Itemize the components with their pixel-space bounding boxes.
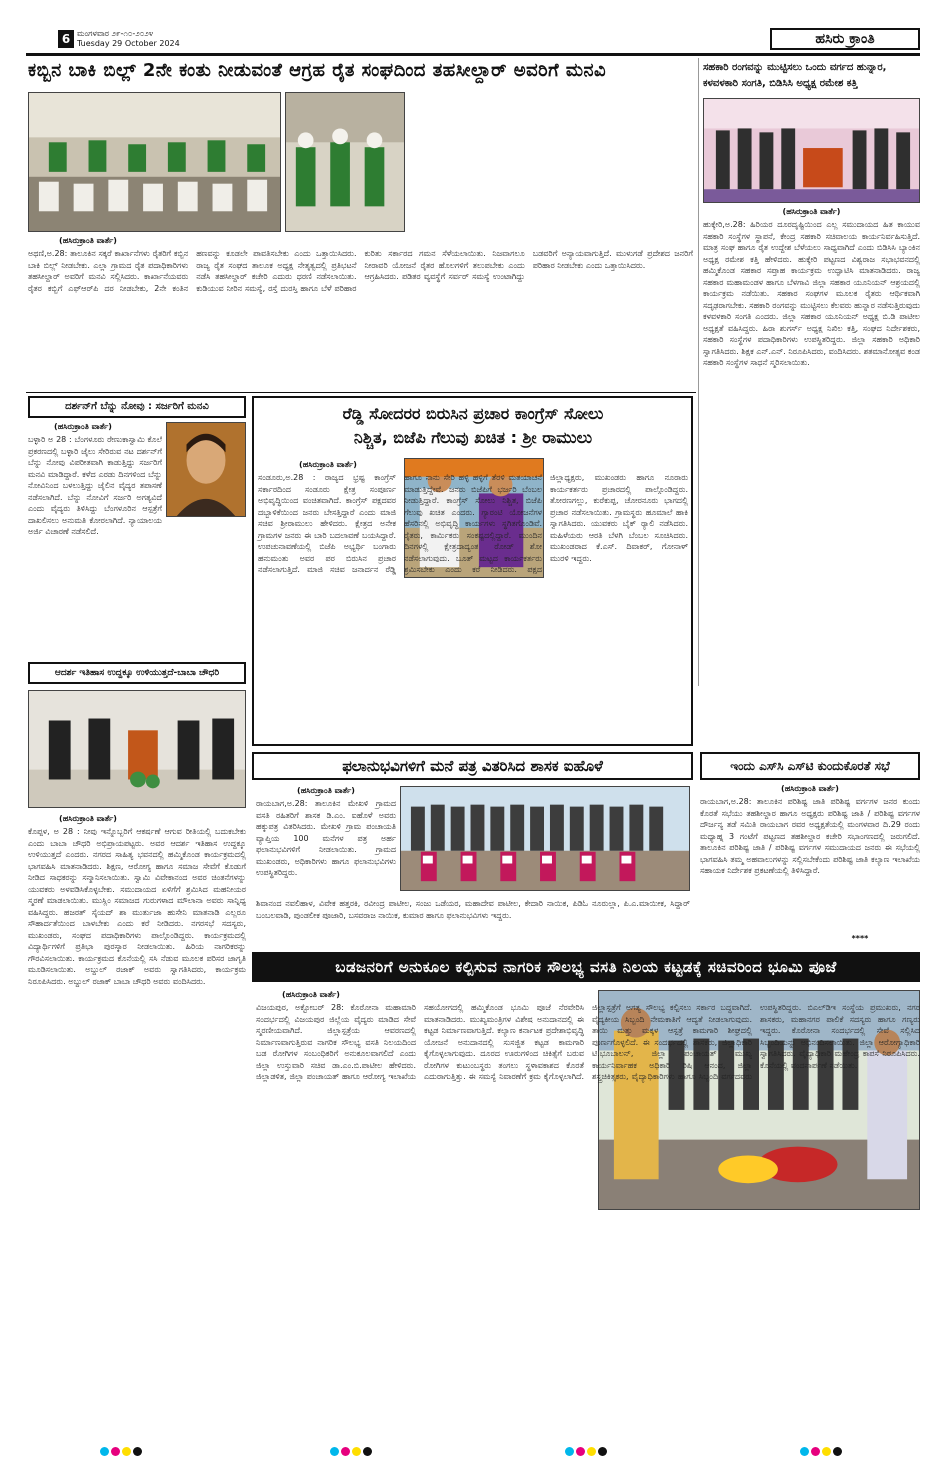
newspaper-brand: ಹಸಿರು ಕ್ರಾಂತಿ xyxy=(770,28,920,50)
cyan-dot xyxy=(565,1447,574,1456)
foundation-dateline: (ಹಸಿರುಕ್ರಾಂತಿ ವಾರ್ತೆ) xyxy=(282,990,340,999)
yellow-dot xyxy=(822,1447,831,1456)
foundation-body: ವಿಜಯಪುರ, ಅಕ್ಟೋಬರ್ 28: ಕೊರೋನಾ ಮಹಾಮಾರಿ ಸಂದರ್ಭದಲ್ಲಿ ವಿಜಯಪುರ ಜಿಲ್ಲೆಯ ವೈದ್ಯರು ಮಾಡಿದ ಸೇವೆ ಸ್ಮರಣೀಯವಾಗಿದೆ. ಜಿಲ್ಲಾಸ್ಪತ್ರೆಯ ಆವರಣದಲ್ಲಿ ನಿರ್ಮಾಣವಾಗುತ್ತಿರುವ ನಾಗರಿಕ ಸೌಲಭ್ಯ ವಸತಿ ನಿಲಯದಿಂದ ಬಡ ರೋಗಿಗಳ ಸಂಬಂಧಿಕರಿಗೆ ಅನುಕೂಲವಾಗಲಿದೆ ಎಂದು ಜಿಲ್ಲಾ ಉಸ್ತುವಾರಿ ಸಚಿವ ಡಾ.ಎಂ.ಬಿ.ಪಾಟೀಲ ಹೇಳಿದರು. ಜಿಲ್ಲಾಡಳಿತ, ಜಿಲ್ಲಾ ಪಂಚಾಯತ್ ಹಾಗೂ ಆರೋಗ್ಯ ಇಲಾಖೆಯ ಸಹಯೋಗದಲ್ಲಿ ಹಮ್ಮಿಕೊಂಡ ಭೂಮಿ ಪೂಜೆ ನೆರವೇರಿಸಿ ಮಾತನಾಡಿದರು. ಮುಖ್ಯಮಂತ್ರಿಗಳ ವಿಶೇಷ ಅನುದಾನದಲ್ಲಿ ಈ ಕಟ್ಟಡ ನಿರ್ಮಾಣವಾಗುತ್ತಿದೆ. ಕಲ್ಯಾಣ ಕರ್ನಾಟಕ ಪ್ರದೇಶಾಭಿವೃದ್ಧಿ ಯೋಜನೆ ಅನುದಾನದಲ್ಲಿ ಸುಸಜ್ಜಿತ ಕಟ್ಟಡ ಕಾಮಗಾರಿ ಕೈಗೊಳ್ಳಲಾಗುವುದು. ದೂರದ ಊರುಗಳಿಂದ ಚಿಕಿತ್ಸೆಗೆ ಬರುವ ರೋಗಿಗಳ ಕುಟುಂಬಸ್ಥರು ತಂಗಲು ಸ್ಥಳಾವಕಾಶದ ಕೊರತೆ ಎದುರಾಗುತ್ತಿತ್ತು. ಈ ಸಮಸ್ಯೆ ನಿವಾರಣೆಗೆ ಕ್ರಮ ಕೈಗೊಳ್ಳಲಾಗಿದೆ. ಜಿಲ್ಲಾಸ್ಪತ್ರೆಗೆ ಅಗತ್ಯ ಸೌಲಭ್ಯ ಕಲ್ಪಿಸಲು ಸರ್ಕಾರ ಬದ್ಧವಾಗಿದೆ. ವೈದ್ಯಕೀಯ ಸಿಬ್ಬಂದಿ ನೇಮಕಾತಿಗೆ ಆದ್ಯತೆ ನೀಡಲಾಗುವುದು. ತಾಯಿ ಮತ್ತು ಮಕ್ಕಳ ಆಸ್ಪತ್ರೆ ಕಾಮಗಾರಿ ಶೀಘ್ರದಲ್ಲಿ ಪೂರ್ಣಗೊಳ್ಳಲಿದೆ. ಈ ಸಂದರ್ಭದಲ್ಲಿ ಶಾಸಕರು, ಜಿಲ್ಲಾಧಿಕಾರಿ ಟಿ.ಭೂಬಾಲನ್, ಜಿಲ್ಲಾ ಪಂಚಾಯತ್ ಮುಖ್ಯ ಕಾರ್ಯನಿರ್ವಾಹಕ ಅಧಿಕಾರಿ ರಿಷಿ ಆನಂದ, ಜಿಲ್ಲಾ ಶಸ್ತ್ರಚಿಕಿತ್ಸಕರು, ವೈದ್ಯಾಧಿಕಾರಿಗಳು ಹಾಗೂ ಸಿಬ್ಬಂದಿ ವರ್ಗದವರು ಉಪಸ್ಥಿತರಿದ್ದರು. ಬಿಎಲ್‌ಡಿಇ ಸಂಸ್ಥೆಯ ಪ್ರಮುಖರು, ನಗರ ಶಾಸಕರು, ಮಹಾನಗರ ಪಾಲಿಕೆ ಸದಸ್ಯರು ಹಾಗೂ ಗಣ್ಯರು ಇದ್ದರು. ಕೊರೋನಾ ಸಂದರ್ಭದಲ್ಲಿ ಸೇವೆ ಸಲ್ಲಿಸಿದ ಸಿಬ್ಬಂದಿಯನ್ನು ಅಭಿನಂದಿಸಲಾಯಿತು. ಜಿಲ್ಲಾ ಆರೋಗ್ಯಾಧಿಕಾರಿ ಸ್ವಾಗತಿಸಿದರು. ವೈದ್ಯಾಧಿಕಾರಿ ಮಹೇಂದ್ರ ಕಾಪಸೆ ನಿರೂಪಿಸಿದರು. ಕೊನೆಯಲ್ಲಿ ವಂದನಾರ್ಪಣೆ ನಡೆಯಿತು. xyxy=(256,1003,920,1081)
cyan-dot xyxy=(330,1447,339,1456)
sc-st-dateline: (ಹಸಿರುಕ್ರಾಂತಿ ವಾರ್ತೆ) xyxy=(781,784,839,793)
yellow-dot xyxy=(122,1447,131,1456)
magenta-dot xyxy=(811,1447,820,1456)
farmers-memorandum-photo xyxy=(285,92,405,232)
housing-footer: ಶಿವಾನಂದ ನವಲಿಹಾಳ, ವಿವೇಕ ಹತ್ತರಕಿ, ರವೀಂದ್ರ ಪಾಟೀಲ, ಸಂಜು ಒಡೆಯರ, ಮಹಾದೇವ ಪಾಟೀಲ, ಕೇದಾರಿ ನಾಯಿಕ, ಪಿಡಿಓ ನೂರುಲ್ಲಾ, ಪಿ.ಎ.ಮಾಯೀಕ, ಸಿದ್ದಾರ್ ಬಂಬಲವಾಡಿ, ಪುಂಡಲೀಕ ಪೂಜಾರಿ, ಬಸವರಾಜ ನಾಯಿಕ, ಕುಮಾರ ಹಾಗೂ ಫಲಾನುಭವಿಗಳು ಇದ್ದರು. xyxy=(256,899,690,920)
black-dot xyxy=(363,1447,372,1456)
housing-body: ರಾಯಬಾಗ,ಅ.28: ತಾಲೂಕಿನ ಮೇಖಳಿ ಗ್ರಾಮದ ವಸತಿ ರಹಿತರಿಗೆ ಶಾಸಕ ಡಿ.ಎಂ. ಐಹೊಳೆ ಅವರು ಹಕ್ಕುಪತ್ರ ವಿತರಿಸಿದರು. ಮೇಖಳಿ ಗ್ರಾಮ ಪಂಚಾಯತಿ ವ್ಯಾಪ್ತಿಯ 100 ಮನೆಗಳ ಪತ್ರ ಅರ್ಹ ಫಲಾನುಭವಿಗಳಿಗೆ ನೀಡಲಾಯಿತು. ಗ್ರಾಮದ ಮುಖಂಡರು, ಅಧಿಕಾರಿಗಳು ಹಾಗೂ ಫಲಾನುಭವಿಗಳು ಉಪಸ್ಥಿತರಿದ್ದರು. xyxy=(256,799,396,877)
page-number: 6 xyxy=(58,30,74,48)
black-dot xyxy=(833,1447,842,1456)
magenta-dot xyxy=(576,1447,585,1456)
housing-beneficiaries-photo xyxy=(400,786,690,891)
sc-st-headline: ಇಂದು ಎಸ್‌ಸಿ ಎಸ್‌ಟಿ ಕುಂದುಕೊರತೆ ಸಭೆ xyxy=(700,752,920,780)
magenta-dot xyxy=(341,1447,350,1456)
cooperative-headline-line2: ಕಳವಳಕಾರಿ ಸಂಗತಿ, ಬಿಡಿಸಿಸಿ ಅಧ್ಯಕ್ಷ ರಮೇಶ ಕತ್ತಿ xyxy=(703,78,858,89)
black-dot xyxy=(598,1447,607,1456)
adarsha-tree-planting-photo xyxy=(28,690,246,808)
cyan-dot xyxy=(800,1447,809,1456)
registration-marks-center-right xyxy=(565,1447,607,1457)
reddy-box-top xyxy=(252,396,693,398)
cooperative-body: ಹುಕ್ಕೇರಿ,ಅ.28: ಹಿರಿಯರ ದೂರದೃಷ್ಟಿಯಿಂದ ಎಲ್ಲ ಸಮುದಾಯದ ಹಿತ ಕಾಯುವ ಸಹಕಾರಿ ಸಂಸ್ಥೆಗಳ ಸ್ಥಾಪನೆ, ಕೇಂದ್ರ ಸಹಕಾರಿ ಸಚಿವಾಲಯ ಕಾರ್ಯನಿರ್ವಹಿಸುತ್ತಿದೆ. ಮಾತ್ರ ಸಂಘ ಹಾಗೂ ರೈತ ಉದ್ದೇಶ ಬೆಳೆಯಲು ಸಾಧ್ಯವಾಗಿದೆ ಎಂದು ಬಿಡಿಸಿಸಿ ಬ್ಯಾಂಕಿನ ಅಧ್ಯಕ್ಷ ರಮೇಶ ಕತ್ತಿ ಹೇಳಿದರು. ಹುಕ್ಕೇರಿ ಪಟ್ಟಣದ ವಿಶ್ವರಾಜ ಸಭಾಭವನದಲ್ಲಿ ಹಮ್ಮಿಕೊಂಡ ಸಹಕಾರ ಸಪ್ತಾಹ ಕಾರ್ಯಕ್ರಮ ಉದ್ಘಾಟಿಸಿ ಮಾತನಾಡಿದರು. ರಾಜ್ಯ ಸಹಕಾರ ಮಹಾಮಂಡಳ ಹಾಗೂ ಬೆಳಗಾವಿ ಜಿಲ್ಲಾ ಸಹಕಾರ ಯೂನಿಯನ್ ಆಶ್ರಯದಲ್ಲಿ ಕಾರ್ಯಕ್ರಮ ನಡೆಯಿತು. ಸಹಕಾರ ಸಂಘಗಳ ಮೂಲಕ ರೈತರು ಆರ್ಥಿಕವಾಗಿ ಸದೃಢರಾಗಬೇಕು. ಸಹಕಾರಿ ರಂಗವನ್ನು ಮುಟ್ಟಿಸಲು ಕೆಲವರು ಹುನ್ನಾರ ನಡೆಸುತ್ತಿರುವುದು ಕಳವಳಕಾರಿ ಸಂಗತಿ ಎಂದರು. ಜಿಲ್ಲಾ ಸಹಕಾರ ಯೂನಿಯನ್ ಅಧ್ಯಕ್ಷ ಬಿ.ಡಿ ಪಾಟೀಲ ಅಧ್ಯಕ್ಷತೆ ವಹಿಸಿದ್ದರು. ಹಿರಾ ಶುಗರ್ಸ್ ಅಧ್ಯಕ್ಷ ನಿಖಿಲ ಕತ್ತಿ, ಸಂಘದ ನಿರ್ದೇಶಕರು, ಸಹಕಾರಿ ಸಂಸ್ಥೆಗಳ ಪದಾಧಿಕಾರಿಗಳು ಉಪಸ್ಥಿತರಿದ್ದರು. ಜಿಲ್ಲಾ ಸಹಕಾರಿ ಅಧಿಕಾರಿ ಸ್ವಾಗತಿಸಿದರು. ಶಿಕ್ಷಕ ಎನ್.ಎನ್. ನಿರೂಪಿಸಿದರು, ವಂದಿಸಿದರು. ಶತಮಾನೋತ್ಸವ ಕಂಡ ಸಹಕಾರಿ ಸಂಸ್ಥೆಗಳ ಸಾಧನೆ ಸ್ಮರಿಸಲಾಯಿತು. xyxy=(703,220,920,367)
column-divider xyxy=(698,58,699,686)
darshan-portrait-photo xyxy=(166,422,246,517)
reddy-dateline: (ಹಸಿರುಕ್ರಾಂತಿ ವಾರ್ತೆ) xyxy=(299,460,357,469)
reddy-body: ಸಂಡೂರು,ಅ.28 : ರಾಜ್ಯದ ಭ್ರಷ್ಟ ಕಾಂಗ್ರೆಸ್ ಸರ್ಕಾರದಿಂದ ಸಂಡೂರು ಕ್ಷೇತ್ರ ಸಂಪೂರ್ಣ ಅಭಿವೃದ್ಧಿಯಿಂದ ವಂಚಿತವಾಗಿದೆ. ಕಾಂಗ್ರೆಸ್ ಪಕ್ಷದವರ ದಬ್ಬಾಳಿಕೆಯಿಂದ ಜನರು ಬೇಸತ್ತಿದ್ದಾರೆ ಎಂದು ಮಾಜಿ ಸಚಿವ ಶ್ರೀರಾಮುಲು ಹೇಳಿದರು. ಕ್ಷೇತ್ರದ ಅನೇಕ ಗ್ರಾಮಗಳ ಜನರು ಈ ಬಾರಿ ಬದಲಾವಣೆ ಬಯಸಿದ್ದಾರೆ. ಉಪಚುನಾವಣೆಯಲ್ಲಿ ಬಿಜೆಪಿ ಅಭ್ಯರ್ಥಿ ಬಂಗಾರು ಹನುಮಂತು ಅವರ ಪರ ಬಿರುಸಿನ ಪ್ರಚಾರ ನಡೆಸಲಾಗುತ್ತಿದೆ. ಮಾಜಿ ಸಚಿವ ಜನಾರ್ದನ ರೆಡ್ಡಿ ಹಾಗೂ ನಾನು ಸೇರಿ ಹಳ್ಳಿ ಹಳ್ಳಿಗೆ ತೆರಳಿ ಮತಯಾಚನೆ ಮಾಡುತ್ತಿದ್ದೇವೆ. ಜನರು ಬಿಜೆಪಿಗೆ ಭರ್ಜರಿ ಬೆಂಬಲ ನೀಡುತ್ತಿದ್ದಾರೆ. ಕಾಂಗ್ರೆಸ್ ಸೋಲು ನಿಶ್ಚಿತ, ಬಿಜೆಪಿ ಗೆಲುವು ಖಚಿತ ಎಂದರು. ಗ್ಯಾರಂಟಿ ಯೋಜನೆಗಳ ಹೆಸರಿನಲ್ಲಿ ಅಭಿವೃದ್ಧಿ ಕಾರ್ಯಗಳು ಸ್ಥಗಿತಗೊಂಡಿವೆ. ರೈತರು, ಕಾರ್ಮಿಕರು ಸಂಕಷ್ಟದಲ್ಲಿದ್ದಾರೆ. ಮುಂದಿನ ದಿನಗಳಲ್ಲಿ ಕ್ಷೇತ್ರದಾದ್ಯಂತ ರೋಡ್ ಶೋ ನಡೆಸಲಾಗುವುದು. ಬೂತ್ ಮಟ್ಟದ ಕಾರ್ಯಕರ್ತರು ಶ್ರಮಿಸಬೇಕು ಎಂದು ಕರೆ ನೀಡಿದರು. ಪಕ್ಷದ ಜಿಲ್ಲಾಧ್ಯಕ್ಷರು, ಮುಖಂಡರು ಹಾಗೂ ನೂರಾರು ಕಾರ್ಯಕರ್ತರು ಪ್ರಚಾರದಲ್ಲಿ ಪಾಲ್ಗೊಂಡಿದ್ದರು. ತೋರಣಗಲ್ಲು, ಕುರೆಕುಪ್ಪ, ಚೋರನೂರು ಭಾಗದಲ್ಲಿ ಪ್ರಚಾರ ನಡೆಸಲಾಯಿತು. ಗ್ರಾಮಸ್ಥರು ಹೂಮಾಲೆ ಹಾಕಿ ಸ್ವಾಗತಿಸಿದರು. ಯುವಕರು ಬೈಕ್ ರ‍್ಯಾಲಿ ನಡೆಸಿದರು. ಮಹಿಳೆಯರು ಆರತಿ ಬೆಳಗಿ ಬೆಂಬಲ ಸೂಚಿಸಿದರು. ಮುಖಂಡರಾದ ಕೆ.ಎಸ್. ದಿವಾಕರ್, ಗೋನಾಳ್ ಮುರಳಿ ಇದ್ದರು. xyxy=(258,473,688,574)
cooperative-headline-line1: ಸಹಕಾರಿ ರಂಗವನ್ನು ಮುಟ್ಟಿಸಲು ಒಂದು ವರ್ಗದ ಹುನ್ನಾರ, xyxy=(703,62,887,73)
darshan-body: ಬಳ್ಳಾರಿ ಅ 28 : ಬೆಂಗಳೂರು ರೇಣುಕಾಸ್ವಾಮಿ ಕೊಲೆ ಪ್ರಕರಣದಲ್ಲಿ ಬಳ್ಳಾರಿ ಜೈಲು ಸೇರಿರುವ ನಟ ದರ್ಶನ್‌ಗೆ ಬೆನ್ನು ನೋವು ವಿಪರೀತವಾಗಿ ಕಾಡುತ್ತಿದ್ದು ಸರ್ಜರಿಗೆ ಮನವಿ ಮಾಡಿದ್ದಾರೆ. ಕಳೆದ ಎರಡು ದಿನಗಳಿಂದ ಬೆನ್ನು ನೋವಿನಿಂದ ಬಳಲುತ್ತಿದ್ದು ಜೈಲಿನ ವೈದ್ಯರ ತಪಾಸಣೆ ನಡೆಸಲಾಗಿದೆ. ಬೆನ್ನು ನೋವಿಗೆ ಸರ್ಜರಿ ಅಗತ್ಯವಿದೆ ಎಂದು ವೈದ್ಯರು ತಿಳಿಸಿದ್ದು ಬೆಂಗಳೂರಿನ ಆಸ್ಪತ್ರೆಗೆ ದಾಖಲಿಸಲು ಅನುಮತಿ ಕೋರಲಾಗಿದೆ. ನ್ಯಾಯಾಲಯ ಅರ್ಜಿ ವಿಚಾರಣೆ ನಡೆಸಲಿದೆ. xyxy=(28,435,162,536)
section-rule xyxy=(26,392,696,393)
masthead-rule xyxy=(26,53,920,56)
housing-dateline: (ಹಸಿರುಕ್ರಾಂತಿ ವಾರ್ತೆ) xyxy=(297,786,355,795)
date-kannada: ಮಂಗಳವಾರ ೨೯-೧೦-೨೦೨೪ xyxy=(77,29,154,38)
cooperative-headline xyxy=(703,60,920,94)
adarsha-body: ಕೊಪ್ಪಳ, ಅ 28 : ನೀವು ಇನ್ನೊಬ್ಬರಿಗೆ ಆಕರ್ಷಣೆ ಆಗುವ ರೀತಿಯಲ್ಲಿ ಬದುಕಬೇಕು ಎಂದು ಬಾಬಾ ಚೌಧರಿ ಅಭಿಪ್ರಾಯಪಟ್ಟರು. ಅವರ ಆದರ್ಶ ಇತಿಹಾಸ ಉದ್ದಕ್ಕೂ ಉಳಿಯುತ್ತದೆ ಎಂದರು. ನಗರದ ಸಾಹಿತ್ಯ ಭವನದಲ್ಲಿ ಹಮ್ಮಿಕೊಂಡ ಕಾರ್ಯಕ್ರಮದಲ್ಲಿ ಭಾಗವಹಿಸಿ ಮಾತನಾಡಿದರು. ಶಿಕ್ಷಣ, ಆರೋಗ್ಯ ಹಾಗೂ ಸಮಾಜ ಸೇವೆಗೆ ಕೊಡುಗೆ ನೀಡಿದ ಸಾಧಕರನ್ನು ಸನ್ಮಾನಿಸಲಾಯಿತು. ಸ್ವಾಮಿ ವಿವೇಕಾನಂದ ಅವರ ಚಿಂತನೆಗಳನ್ನು ಯುವಕರು ಅಳವಡಿಸಿಕೊಳ್ಳಬೇಕು. ಸಮುದಾಯದ ಏಳಿಗೆಗೆ ಶ್ರಮಿಸಿದ ಮಹನೀಯರ ಸ್ಮರಣೆ ಮಾಡಲಾಯಿತು. ಮುಸ್ಲಿಂ ಸಮಾಜದ ಗುರುಗಳಾದ ಮೌಲಾನಾ ಅವರು ಸಾನ್ನಿಧ್ಯ ವಹಿಸಿದ್ದರು. ಹಜರತ್ ಸೈಯದ್ ಶಾ ಮುರ್ತುಜಾ ಹುಸೇನಿ ಮಾತನಾಡಿ ಎಲ್ಲರೂ ಸೌಹಾರ್ದತೆಯಿಂದ ಬಾಳಬೇಕು ಎಂದು ಕರೆ ನೀಡಿದರು. ನಗರಸಭೆ ಸದಸ್ಯರು, ಮುಖಂಡರು, ಸಂಘದ ಪದಾಧಿಕಾರಿಗಳು ಪಾಲ್ಗೊಂಡಿದ್ದರು. ಕಾರ್ಯಕ್ರಮದಲ್ಲಿ ವಿದ್ಯಾರ್ಥಿಗಳಿಗೆ ಪ್ರತಿಭಾ ಪುರಸ್ಕಾರ ನೀಡಲಾಯಿತು. ಹಿರಿಯ ನಾಗರಿಕರನ್ನು ಗೌರವಿಸಲಾಯಿತು. ಕಾರ್ಯಕ್ರಮದ ಕೊನೆಯಲ್ಲಿ ಸಸಿ ನೆಡುವ ಮೂಲಕ ಪರಿಸರ ಜಾಗೃತಿ ಮೂಡಿಸಲಾಯಿತು. ಅಬ್ದುಲ್ ರಜಾಕ್ ಅವರು ಸ್ವಾಗತಿಸಿದರು, ಕಾರ್ಯಕ್ರಮ ನಿರೂಪಿಸಿದರು. ಅಬ್ದುಲ್ ರಜಾಕ್ ಬಾಬಾ ಚೌಧರಿ ಅವರು ವಂದಿಸಿದರು. xyxy=(28,827,246,986)
darshan-dateline: (ಹಸಿರುಕ್ರಾಂತಿ ವಾರ್ತೆ) xyxy=(54,422,112,431)
adarsha-headline: ಆದರ್ಶ ಇತಿಹಾಸ ಉದ್ದಕ್ಕೂ ಉಳಿಯುತ್ತದೆ-ಬಾಬಾ ಚೌಧರಿ xyxy=(28,662,246,684)
registration-marks-center-left xyxy=(330,1447,372,1457)
cooperative-stage-photo xyxy=(703,98,920,203)
farmers-dateline: (ಹಸಿರುಕ್ರಾಂತಿ ವಾರ್ತೆ) xyxy=(59,236,117,245)
reddy-headline-line1: ರೆಡ್ಡಿ ಸೋದರರ ಬಿರುಸಿನ ಪ್ರಚಾರ ಕಾಂಗ್ರೆಸ್ ಸೋಲು xyxy=(342,404,604,423)
registration-marks-right xyxy=(800,1447,842,1457)
yellow-dot xyxy=(352,1447,361,1456)
sc-st-end-mark: **** xyxy=(851,934,869,943)
reddy-box-left xyxy=(252,396,254,746)
farmers-body: ಅಥಣಿ,ಅ.28: ತಾಲೂಕಿನ ಸಕ್ಕರೆ ಕಾರ್ಖಾನೆಗಳು ರೈತರಿಗೆ ಕಬ್ಬಿನ ಬಾಕಿ ಬಿಲ್ಲ್ ನೀಡಬೇಕು. ಎಲ್ಲಾ ಗ್ರಾಮದ ರೈತ ಪದಾಧಿಕಾರಿಗಳು ತಹಸೀಲ್ದಾರ್ ಅವರಿಗೆ ಮನವಿ ಸಲ್ಲಿಸಿದರು. ಕಾರ್ಖಾನೆಯವರು ರೈತರ ಕಬ್ಬಿಗೆ ಎಫ್‌ಆರ್‌ಪಿ ದರ ನೀಡಬೇಕು, 2ನೇ ಕಂತಿನ ಹಣವನ್ನು ಕೂಡಲೇ ಪಾವತಿಸಬೇಕು ಎಂದು ಒತ್ತಾಯಿಸಿದರು. ರಾಜ್ಯ ರೈತ ಸಂಘದ ತಾಲೂಕ ಅಧ್ಯಕ್ಷ ನೇತೃತ್ವದಲ್ಲಿ ಪ್ರತಿಭಟನೆ ನಡೆಸಿ ತಹಸೀಲ್ದಾರ್ ಕಚೇರಿ ಎದುರು ಧರಣಿ ನಡೆಸಲಾಯಿತು. ಕುಡಿಯುವ ನೀರಿನ ಸಮಸ್ಯೆ, ರಸ್ತೆ ದುರಸ್ತಿ ಹಾಗೂ ಬೆಳೆ ಪರಿಹಾರ ಕುರಿತು ಸರ್ಕಾರದ ಗಮನ ಸೆಳೆಯಲಾಯಿತು. ನಿಜವಾಗಲೂ ನೀರಾವರಿ ಯೋಜನೆ ರೈತರ ಹೊಲಗಳಿಗೆ ತಲುಪಬೇಕು ಎಂದು ಆಗ್ರಹಿಸಿದರು. ಪಡಿತರ ವ್ಯವಸ್ಥೆಗೆ ಸರ್ವರ್ ಸಮಸ್ಯೆ ಉಂಟಾಗಿದ್ದು ಬಡವರಿಗೆ ಅನ್ಯಾಯವಾಗುತ್ತಿದೆ. ಮುಳುಗಡೆ ಪ್ರದೇಶದ ಜನರಿಗೆ ಪರಿಹಾರ ನೀಡಬೇಕು ಎಂದು ಒತ್ತಾಯಿಸಿದರು. xyxy=(28,249,693,293)
date-english: Tuesday 29 October 2024 xyxy=(77,39,180,48)
black-dot xyxy=(133,1447,142,1456)
page-date xyxy=(77,29,180,49)
yellow-dot xyxy=(587,1447,596,1456)
darshan-headline: ದರ್ಶನ್‌ಗೆ ಬೆನ್ನು ನೋವು : ಸರ್ಜರಿಗೆ ಮನವಿ xyxy=(28,396,246,418)
cyan-dot xyxy=(100,1447,109,1456)
cooperative-dateline: (ಹಸಿರುಕ್ರಾಂತಿ ವಾರ್ತೆ) xyxy=(782,207,841,216)
reddy-headline xyxy=(258,402,688,452)
foundation-headline: ಬಡಜನರಿಗೆ ಅನುಕೂಲ ಕಲ್ಪಿಸುವ ನಾಗರಿಕ ಸೌಲಭ್ಯ ವಸತಿ ನಿಲಯ ಕಟ್ಟಡಕ್ಕೆ ಸಚಿವರಿಂದ ಭೂಮಿ ಪೂಜೆ xyxy=(252,952,920,982)
adarsha-dateline: (ಹಸಿರುಕ್ರಾಂತಿ ವಾರ್ತೆ) xyxy=(59,814,117,823)
reddy-box-bottom xyxy=(252,744,693,746)
sc-st-body: ರಾಯಬಾಗ,ಅ.28: ತಾಲೂಕಿನ ಪರಿಶಿಷ್ಟ ಜಾತಿ ಪರಿಶಿಷ್ಟ ವರ್ಗಗಳ ಜನರ ಕುಂದು ಕೊರತೆ ಸಭೆಯು ತಹಶೀಲ್ದಾರ ಹಾಗೂ ಅಧ್ಯಕ್ಷರು ಪರಿಶಿಷ್ಟ ಜಾತಿ / ಪರಿಶಿಷ್ಟ ವರ್ಗಗಳ ದೌರ್ಜನ್ಯ ತಡೆ ಸಮಿತಿ ರಾಯಬಾಗ ರವರ ಅಧ್ಯಕ್ಷತೆಯಲ್ಲಿ ಮಂಗಳವಾರ ದಿ.29 ರಂದು ಮಧ್ಯಾಹ್ನ 3 ಗಂಟೆಗೆ ಪಟ್ಟಣದ ತಹಶೀಲ್ದಾರ ಕಚೇರಿ ಸಭಾಂಗಣದಲ್ಲಿ ಜರುಗಲಿದೆ. ತಾಲೂಕಿನ ಪರಿಶಿಷ್ಟ ಜಾತಿ / ಪರಿಶಿಷ್ಟ ವರ್ಗಗಳ ಸಮುದಾಯದ ಜನರು ಈ ಸಭೆಯಲ್ಲಿ ಭಾಗವಹಿಸಿ ತಮ್ಮ ಅಹವಾಲುಗಳನ್ನು ಸಲ್ಲಿಸಬೇಕೆಂದು ಪರಿಶಿಷ್ಟ ಜಾತಿ ಕಲ್ಯಾಣ ಇಲಾಖೆಯ ಸಹಾಯಕ ನಿರ್ದೇಶಕ ಪ್ರಕಟಣೆಯಲ್ಲಿ ತಿಳಿಸಿದ್ದಾರೆ. xyxy=(700,797,920,875)
reddy-box-right xyxy=(691,396,693,746)
reddy-headline-line2: ನಿಶ್ಚಿತ, ಬಿಜೆಪಿ ಗೆಲುವು ಖಚಿತ : ಶ್ರೀ ರಾಮುಲು xyxy=(353,428,593,447)
registration-marks-left xyxy=(100,1447,142,1457)
farmers-headline: ಕಬ್ಬಿನ ಬಾಕಿ ಬಿಲ್ಲ್ 2ನೇ ಕಂತು ನೀಡುವಂತೆ ಆಗ್ರಹ ರೈತ ಸಂಘದಿಂದ ತಹಸೀಲ್ದಾರ್ ಅವರಿಗೆ ಮನವಿ xyxy=(28,60,607,81)
farmers-protest-photo xyxy=(28,92,281,232)
darshan-body-continued xyxy=(28,522,246,652)
magenta-dot xyxy=(111,1447,120,1456)
housing-headline: ಫಲಾನುಭವಿಗಳಿಗೆ ಮನೆ ಪತ್ರ ವಿತರಿಸಿದ ಶಾಸಕ ಐಹೊಳೆ xyxy=(252,752,693,780)
